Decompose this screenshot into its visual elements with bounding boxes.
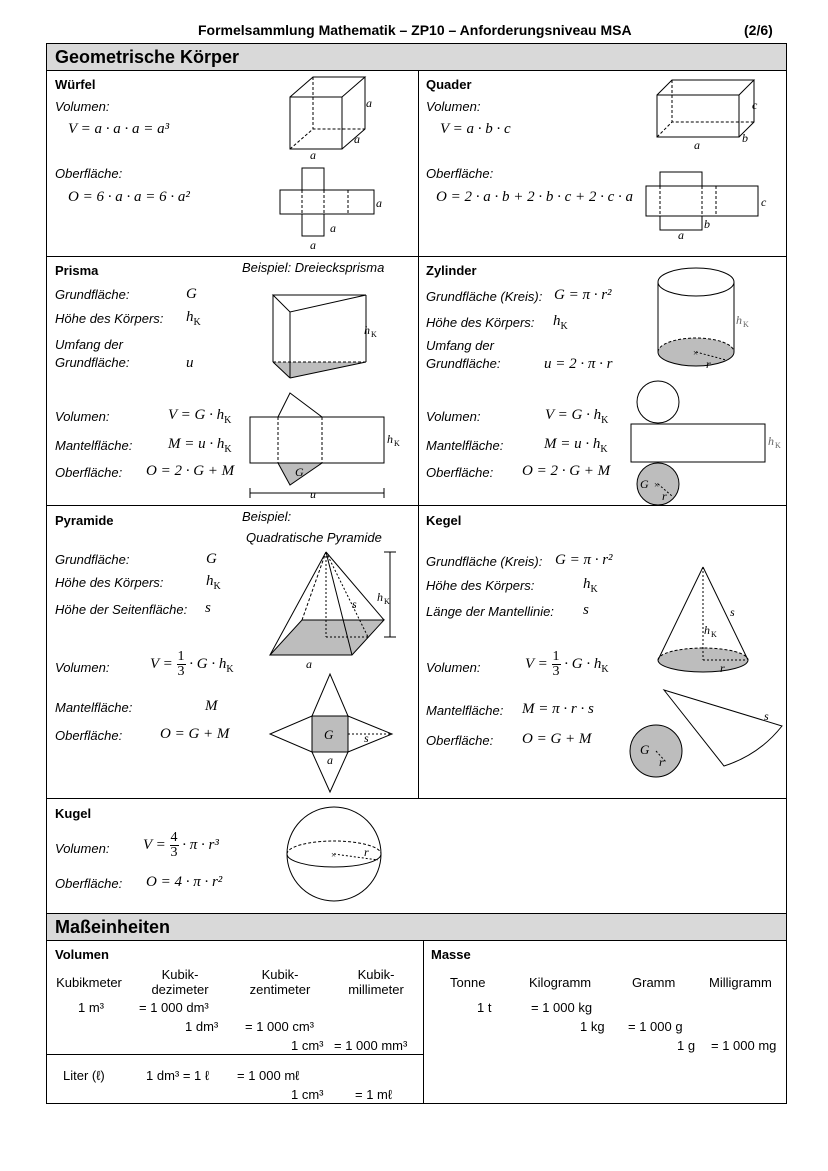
prisma-example: Beispiel: Dreiecksprisma (242, 260, 385, 275)
cube-net-figure (278, 168, 388, 253)
prisma-title: Prisma (55, 263, 99, 278)
prism-figure (268, 290, 388, 385)
prisma-lateral-label: Mantelfläche: (55, 438, 133, 453)
fraction-numerator: 4 (170, 830, 178, 845)
subscript: K (560, 321, 568, 332)
zylinder-perimeter-formula: u = 2 · π · r (544, 356, 613, 372)
prism-height-label: h (364, 323, 370, 337)
cone-slant-label: s (730, 605, 735, 619)
unit-value: = 1 000 cm³ (245, 1019, 315, 1034)
cone-radius-label: r (720, 661, 725, 675)
zylinder-base-label: Grundfläche (Kreis): (426, 289, 543, 304)
kegel-volume-label: Volumen: (426, 660, 481, 675)
subscript: K (600, 444, 608, 455)
net-slant-label: s (764, 709, 769, 723)
kugel-surface-formula: O = 4 · π · r² (146, 874, 223, 890)
cylinder-height-label: h (736, 313, 742, 327)
kegel-lateral-label: Mantelfläche: (426, 703, 504, 718)
pyramide-surface-formula: O = G + M (160, 726, 230, 742)
subscript: K (601, 663, 609, 675)
unit-value: = 1 000 kg (531, 1000, 593, 1015)
unit-value: = 1 000 mm³ (334, 1038, 408, 1053)
zylinder-perimeter-label: Umfang der (426, 338, 494, 353)
cone-net-figure (626, 686, 796, 786)
prisma-perimeter-symbol: u (186, 355, 194, 371)
page-number: (2/6) (744, 22, 773, 38)
fraction-denominator: 3 (170, 845, 178, 860)
quader-volume-formula: V = a · b · c (440, 121, 511, 137)
col-header: zentimeter (249, 982, 311, 997)
col-header: millimeter (348, 982, 404, 997)
center-mark: × (654, 480, 660, 490)
net-label-a: a (678, 228, 684, 242)
zylinder-surface-label: Oberfläche: (426, 465, 494, 480)
cube-figure (280, 72, 390, 162)
col-header: Kubikmeter (56, 975, 122, 990)
prisma-surface-label: Oberfläche: (55, 465, 123, 480)
cylinder-figure (650, 262, 760, 374)
col-header: Gramm (632, 975, 676, 990)
kegel-surface-label: Oberfläche: (426, 733, 494, 748)
net-height-label: h (387, 432, 393, 446)
center-mark: × (331, 850, 337, 860)
subscript: K (224, 444, 232, 455)
col-header: dezimeter (151, 982, 209, 997)
center-mark: × (693, 348, 699, 358)
zylinder-title: Zylinder (426, 263, 477, 278)
col-header: Kubik- (357, 967, 395, 982)
kegel-height-symbol: h (583, 576, 591, 592)
kugel-volume-rhs: · π · r³ (182, 836, 219, 853)
unit-value: = 1 000 g (628, 1019, 683, 1034)
col-header: Kubik- (161, 967, 199, 982)
wuerfel-title: Würfel (55, 77, 96, 92)
prisma-height-label: Höhe des Körpers: (55, 311, 164, 326)
net-label-a: a (310, 238, 316, 252)
net-label-a: a (376, 196, 382, 210)
unit-value: 1 t (477, 1000, 492, 1015)
cone-height-label: h (704, 623, 710, 637)
zylinder-surface-formula: O = 2 · G + M (522, 463, 611, 479)
pyramide-base-symbol: G (206, 551, 217, 567)
net-label-c: c (761, 195, 767, 209)
unit-value: 1 cm³ (291, 1038, 324, 1053)
zylinder-height-symbol: h (553, 313, 561, 329)
pyramide-base-label: Grundfläche: (55, 552, 130, 567)
cuboid-figure (652, 75, 772, 155)
pyramid-figure (266, 548, 401, 673)
page-title: Formelsammlung Mathematik – ZP10 – Anforderungsniveau MSA (198, 22, 632, 38)
unit-value: = 1 000 mg (711, 1038, 777, 1053)
pyramide-example: Quadratische Pyramide (246, 530, 382, 545)
fraction-denominator: 3 (177, 664, 185, 679)
quader-title: Quader (426, 77, 472, 92)
cuboid-label-a: a (694, 138, 700, 152)
cube-label-a: a (354, 132, 360, 146)
col-header: Kilogramm (529, 975, 592, 990)
kugel-volume-label: Volumen: (55, 841, 110, 856)
units-volume-title: Volumen (55, 947, 109, 962)
net-label-b: b (704, 217, 710, 231)
pyramide-height-label: Höhe des Körpers: (55, 575, 164, 590)
subscript: K (601, 415, 609, 426)
unit-value: 1 cm³ (291, 1087, 324, 1102)
column-divider (423, 940, 424, 1104)
kugel-surface-label: Oberfläche: (55, 876, 123, 891)
wuerfel-volume-formula: V = a · a · a = a³ (68, 121, 170, 137)
net-label-a: a (330, 221, 336, 235)
prism-net-figure (248, 390, 400, 501)
pyramid-net-figure (268, 672, 398, 794)
prisma-base-symbol: G (186, 286, 197, 302)
zylinder-lateral-formula: M = u · h (544, 436, 601, 452)
unit-value: 1 dm³ = 1 ℓ (146, 1068, 210, 1083)
pyramide-lateral-label: Mantelfläche: (55, 700, 133, 715)
quader-volume-label: Volumen: (426, 99, 481, 114)
kegel-slant-label: Länge der Mantellinie: (426, 604, 554, 619)
wuerfel-surface-label: Oberfläche: (55, 166, 123, 181)
pyramide-example: Beispiel: (242, 509, 292, 524)
unit-value: 1 m³ (78, 1000, 104, 1015)
unit-value: = 1 000 mℓ (237, 1068, 300, 1083)
kegel-height-label: Höhe des Körpers: (426, 578, 535, 593)
subscript: K (224, 415, 232, 426)
sphere-figure (284, 804, 384, 904)
net-radius-label: r (659, 755, 664, 769)
zylinder-volume-formula: V = G · h (545, 407, 602, 423)
net-height-label: h (768, 434, 774, 448)
cone-figure (654, 564, 754, 679)
net-base-label: G (640, 477, 649, 491)
subscript: K (743, 320, 749, 329)
unit-value: = 1 000 dm³ (139, 1000, 209, 1015)
subscript: K (711, 630, 717, 639)
subscript: K (213, 581, 221, 592)
wuerfel-surface-formula: O = 6 · a · a = 6 · a² (68, 189, 190, 205)
kugel-volume-lhs: V = (143, 836, 166, 853)
cube-label-a: a (366, 96, 372, 110)
pyramide-slant-symbol: s (205, 600, 211, 616)
fraction-numerator: 1 (552, 649, 560, 664)
unit-value: 1 g (677, 1038, 696, 1053)
subscript: K (226, 663, 234, 675)
net-perimeter-label: u (310, 487, 316, 501)
kegel-volume-rhs: · G · h (564, 655, 602, 672)
cuboid-label-c: c (752, 98, 758, 112)
col-header: Tonne (450, 975, 486, 990)
fraction-numerator: 1 (177, 649, 185, 664)
prisma-lateral-formula: M = u · h (168, 436, 225, 452)
pyramide-lateral-symbol: M (205, 698, 218, 714)
units-mass-title: Masse (431, 947, 471, 962)
prisma-base-label: Grundfläche: (55, 287, 130, 302)
pyramide-volume-lhs: V = (150, 655, 173, 672)
subscript: K (775, 441, 781, 450)
cuboid-label-b: b (742, 131, 748, 145)
subscript: K (371, 330, 377, 339)
pyramid-height-label: h (377, 590, 383, 604)
pyramide-title: Pyramide (55, 513, 114, 528)
row-divider (46, 256, 787, 257)
kegel-base-label: Grundfläche (Kreis): (426, 554, 543, 569)
zylinder-volume-label: Volumen: (426, 409, 481, 424)
kegel-title: Kegel (426, 513, 462, 528)
net-base-label: G (324, 727, 334, 742)
zylinder-base-formula: G = π · r² (554, 287, 612, 303)
pyramide-slant-label: Höhe der Seitenfläche: (55, 602, 188, 617)
section-geometric-solids: Geometrische Körper (46, 43, 787, 71)
section-units: Maßeinheiten (46, 913, 787, 941)
prisma-perimeter-label: Umfang der (55, 337, 123, 352)
fraction-denominator: 3 (552, 664, 560, 679)
kugel-title: Kugel (55, 806, 92, 821)
col-header: Kubik- (261, 967, 299, 982)
cylinder-radius-label: r (706, 357, 711, 371)
net-edge-label: a (327, 753, 333, 767)
row-divider (46, 1054, 423, 1055)
net-base-label: G (295, 465, 304, 479)
liter-label: Liter (ℓ) (63, 1068, 105, 1083)
subscript: K (193, 317, 201, 328)
column-divider (418, 70, 419, 798)
kegel-base-formula: G = π · r² (555, 552, 613, 568)
kegel-slant-symbol: s (583, 602, 589, 618)
net-radius-label: r (662, 489, 667, 503)
sphere-radius-label: r (364, 845, 369, 859)
cylinder-net-figure (628, 378, 788, 508)
subscript: K (590, 584, 598, 595)
unit-value: 1 dm³ (185, 1019, 219, 1034)
wuerfel-volume-label: Volumen: (55, 99, 110, 114)
zylinder-height-label: Höhe des Körpers: (426, 315, 535, 330)
net-slant-label: s (364, 731, 369, 745)
zylinder-lateral-label: Mantelfläche: (426, 438, 504, 453)
pyramide-surface-label: Oberfläche: (55, 728, 123, 743)
row-divider (46, 798, 787, 799)
net-base-label: G (640, 742, 650, 757)
prisma-volume-label: Volumen: (55, 409, 110, 424)
kegel-lateral-formula: M = π · r · s (522, 701, 594, 717)
kegel-surface-formula: O = G + M (522, 731, 592, 747)
kegel-volume-lhs: V = (525, 655, 548, 672)
subscript: K (394, 439, 400, 448)
pyramide-height-symbol: h (206, 573, 214, 589)
prisma-volume-formula: V = G · h (168, 407, 225, 423)
prisma-perimeter-label: Grundfläche: (55, 355, 130, 370)
subscript: K (384, 597, 390, 606)
zylinder-perimeter-label: Grundfläche: (426, 356, 501, 371)
pyramid-slant-label: s (352, 597, 357, 611)
pyramide-volume-rhs: · G · h (189, 655, 227, 672)
quader-surface-label: Oberfläche: (426, 166, 494, 181)
unit-value: 1 kg (580, 1019, 605, 1034)
prisma-height-symbol: h (186, 309, 194, 325)
cuboid-net-figure (644, 172, 774, 247)
quader-surface-formula: O = 2 · a · b + 2 · b · c + 2 · c · a (436, 189, 634, 205)
pyramide-volume-label: Volumen: (55, 660, 110, 675)
col-header: Milligramm (709, 975, 772, 990)
cube-label-a: a (310, 148, 316, 162)
prisma-surface-formula: O = 2 · G + M (146, 463, 235, 479)
unit-value: = 1 mℓ (355, 1087, 393, 1102)
pyramid-edge-label: a (306, 657, 312, 671)
